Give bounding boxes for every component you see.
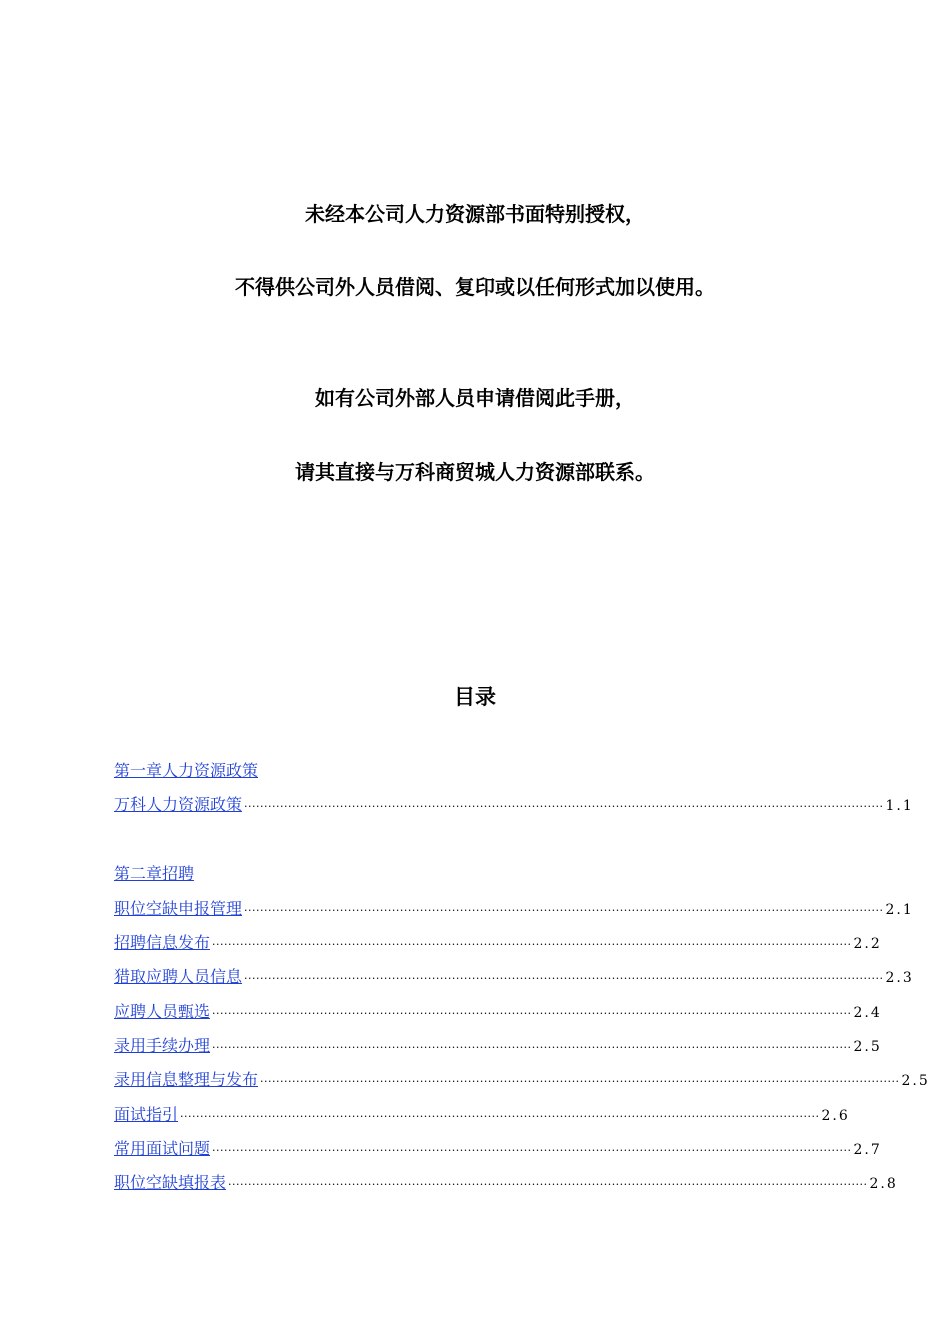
toc-leader-dots: ································································································································································ [212, 1144, 852, 1157]
toc-entry-link[interactable]: 录用手续办理 [114, 1036, 211, 1055]
toc-entry-link[interactable]: 万科人力资源政策 [114, 795, 243, 814]
notice-line-3: 如有公司外部人员申请借阅此手册， [315, 386, 635, 410]
toc-entry-row [114, 1000, 882, 1024]
toc-page-number: 2.5 [901, 1073, 930, 1089]
toc-entry-link[interactable]: 招聘信息发布 [114, 933, 211, 952]
toc-chapter-2-heading[interactable]: 第二章招聘 [114, 864, 195, 883]
toc-entry-link[interactable]: 面试指引 [114, 1105, 179, 1124]
toc-entry-row [114, 897, 914, 921]
toc-entry-row [114, 1034, 882, 1058]
toc-page-number: 1.1 [885, 798, 914, 814]
toc-page-number: 2.5 [853, 1039, 882, 1055]
toc-leader-dots: ································································································································································ [180, 1110, 820, 1123]
toc-entry-link[interactable]: 猎取应聘人员信息 [114, 967, 243, 986]
toc-page-number: 2.1 [885, 902, 914, 918]
toc-entry-link[interactable]: 应聘人员甄选 [114, 1002, 211, 1021]
toc-entry-row [114, 793, 914, 817]
toc-entry-row [114, 965, 914, 989]
toc-page-number: 2.4 [853, 1005, 882, 1021]
notice-line-1: 未经本公司人力资源部书面特别授权， [305, 202, 645, 226]
toc-entry-row [114, 931, 882, 955]
toc-leader-dots: ································································································································································ [244, 904, 884, 917]
toc-leader-dots: ································································································································································ [212, 938, 852, 951]
toc-entry-row [114, 1171, 898, 1195]
table-of-contents [114, 0, 930, 1344]
toc-leader-dots: ································································································································································ [228, 1178, 868, 1191]
toc-chapter-1-heading[interactable]: 第一章人力资源政策 [114, 761, 259, 780]
toc-leader-dots: ································································································································································ [260, 1075, 900, 1088]
toc-chapter-2-heading-row [114, 862, 826, 886]
notice-line-4: 请其直接与万科商贸城人力资源部联系。 [295, 460, 655, 484]
toc-entry-row [114, 1137, 882, 1161]
toc-page-number: 2.2 [853, 936, 882, 952]
toc-leader-dots: ································································································································································ [244, 972, 884, 985]
toc-entry-row [114, 1068, 930, 1092]
toc-page-number: 2.6 [821, 1108, 850, 1124]
toc-page-number: 2.7 [853, 1142, 882, 1158]
toc-leader-dots: ································································································································································ [212, 1007, 852, 1020]
toc-title: 目录 [454, 685, 496, 709]
toc-page-number: 2.3 [885, 970, 914, 986]
toc-page-number: 2.8 [869, 1176, 898, 1192]
toc-chapter-1-heading-row [114, 759, 826, 783]
toc-leader-dots: ································································································································································ [244, 800, 884, 813]
notice-line-2: 不得供公司外人员借阅、复印或以任何形式加以使用。 [235, 275, 715, 299]
toc-entry-row [114, 1103, 850, 1127]
toc-entry-link[interactable]: 常用面试问题 [114, 1139, 211, 1158]
toc-entry-link[interactable]: 录用信息整理与发布 [114, 1070, 259, 1089]
toc-leader-dots: ································································································································································ [212, 1041, 852, 1054]
toc-entry-link[interactable]: 职位空缺申报管理 [114, 899, 243, 918]
toc-entry-link[interactable]: 职位空缺填报表 [114, 1173, 227, 1192]
